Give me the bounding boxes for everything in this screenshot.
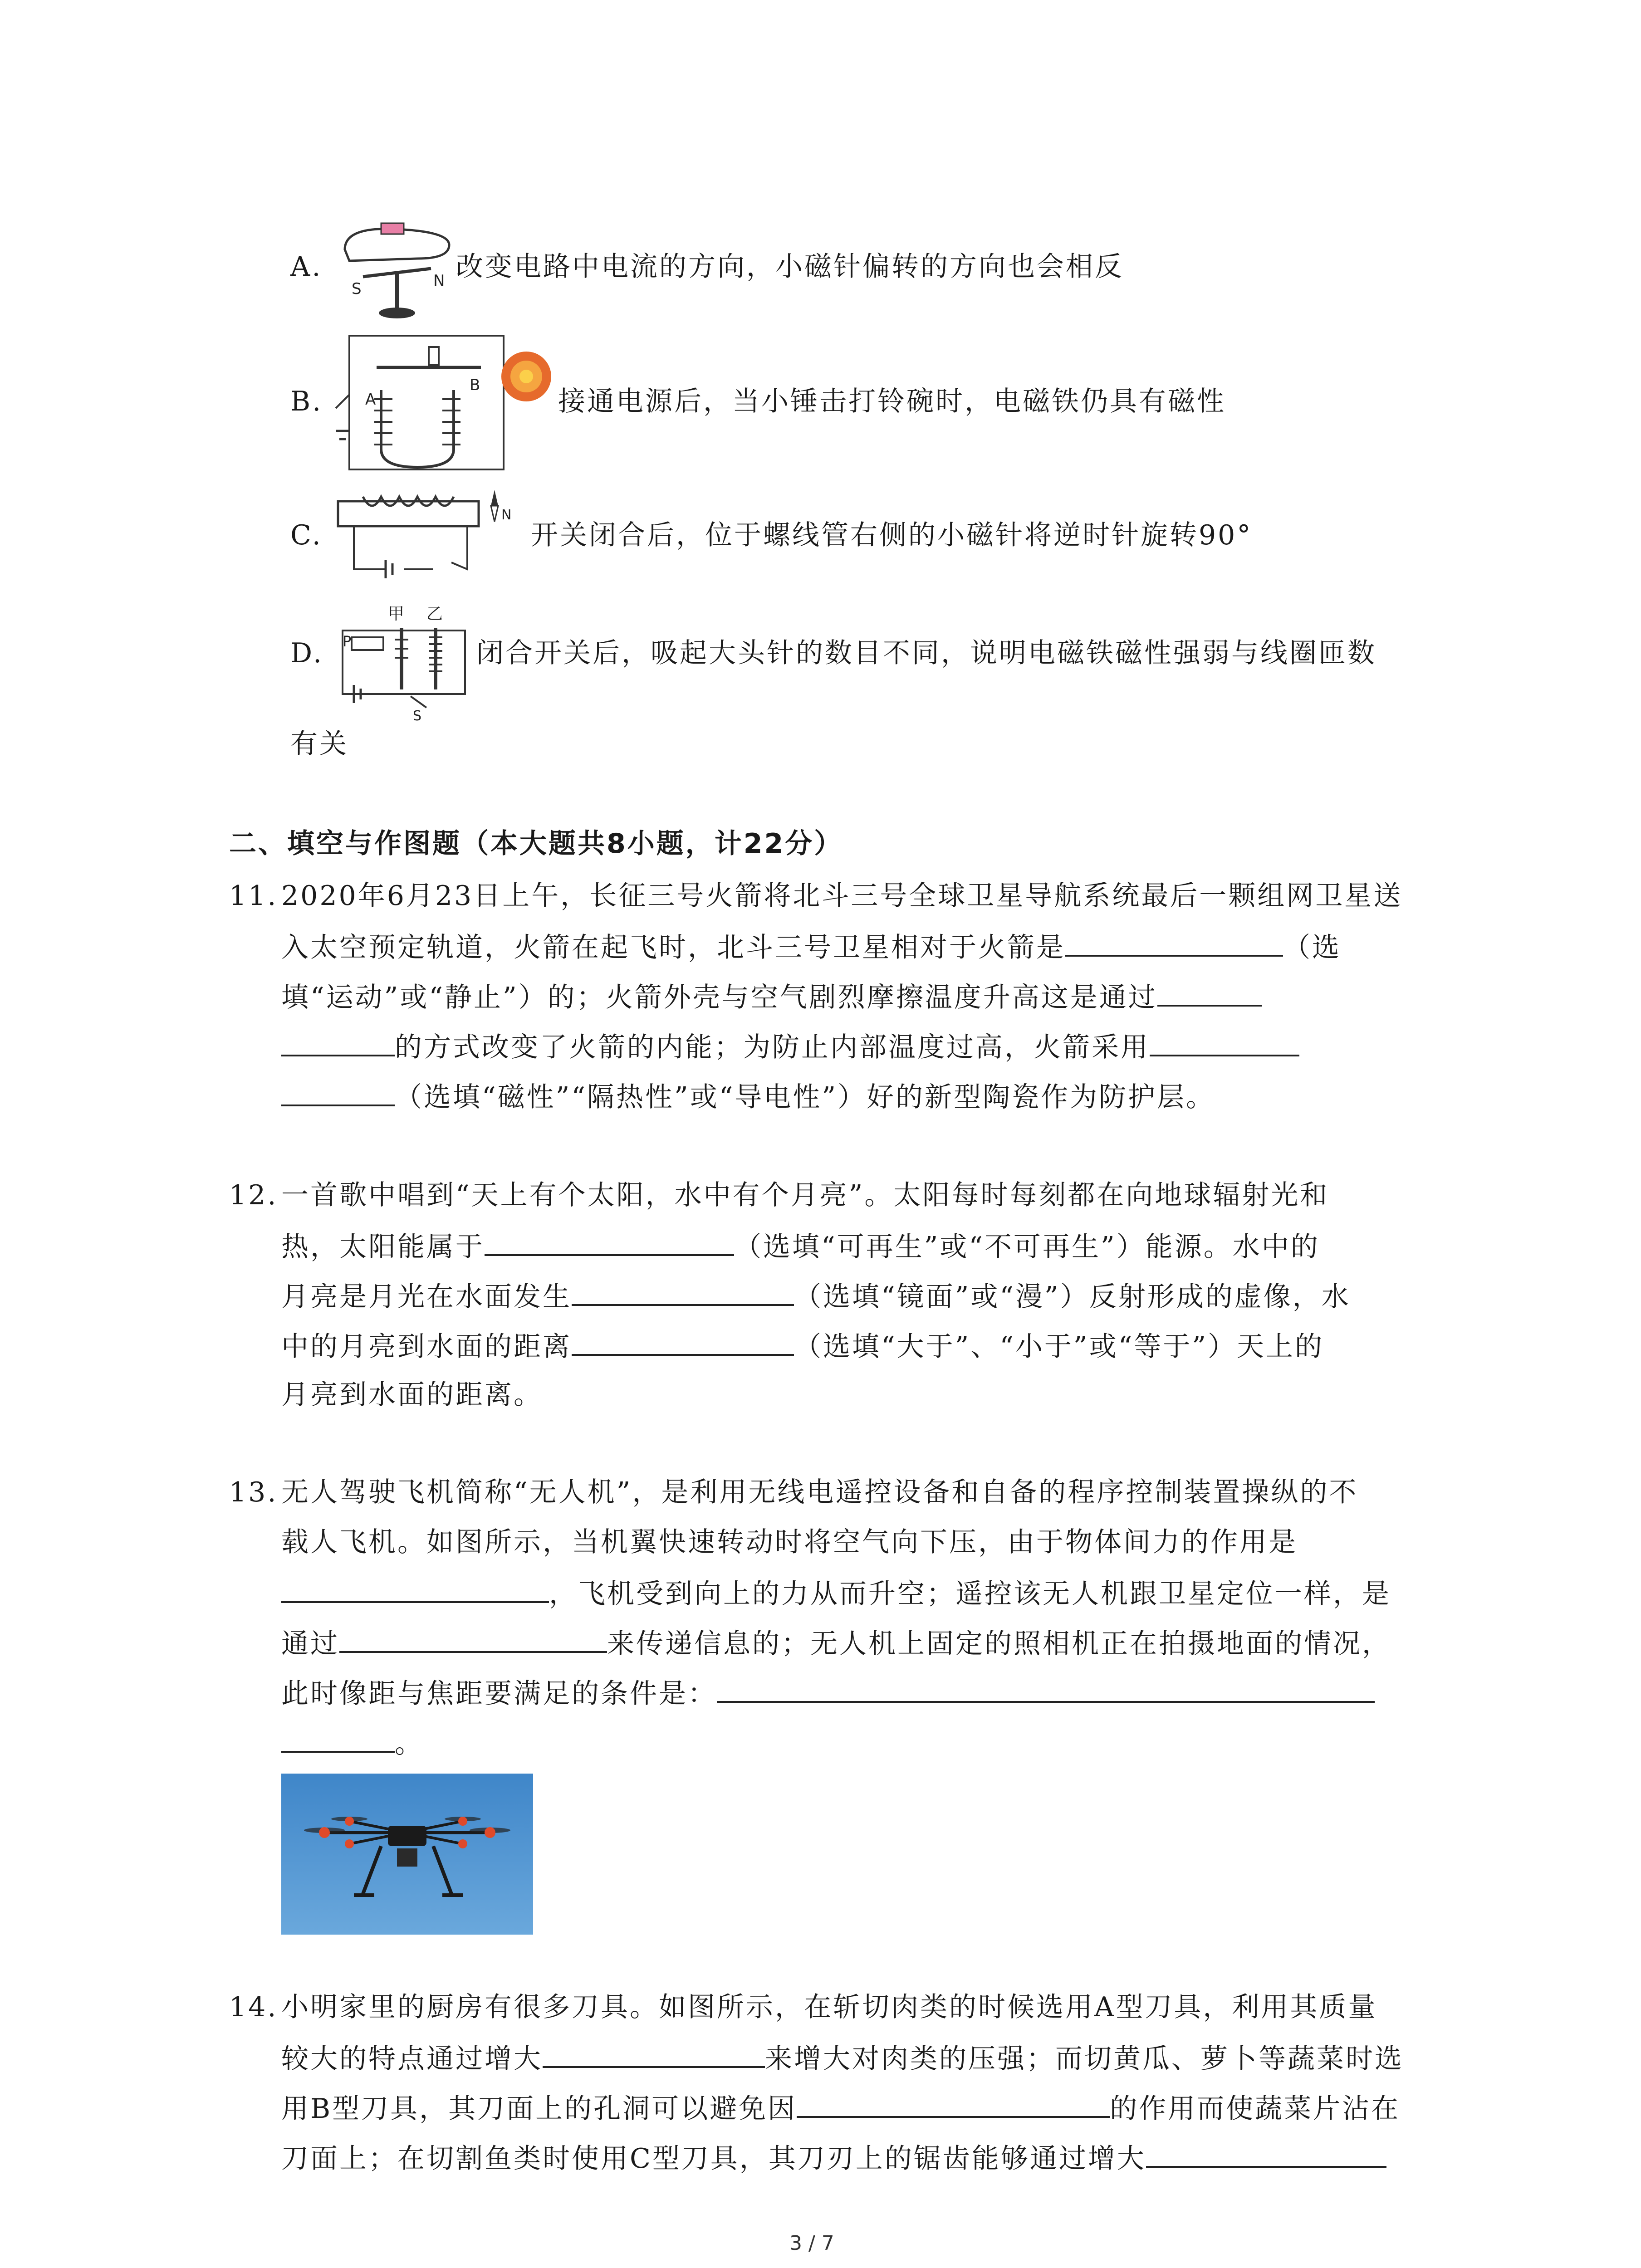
- q12-line-5: 月亮到水面的距离。: [281, 1379, 543, 1411]
- q13-line-3b: ，飞机受到向上的力从而升空；遥控该无人机跟卫星定位一样，是: [549, 1578, 1391, 1610]
- q11-line-5a: （选填“磁性”“隔热性”或“导电性”）好的新型陶瓷作为防护层。: [395, 1081, 1215, 1113]
- q11-line-1: 2020年6月23日上午，长征三号火箭将北斗三号全球卫星导航系统最后一颗组网卫星送: [281, 880, 1403, 912]
- q13-blank-3a[interactable]: [717, 1674, 1375, 1703]
- q13-line-4a: 通过: [281, 1628, 339, 1660]
- q13-blank-2[interactable]: [339, 1624, 607, 1653]
- q11-line-4: [281, 1027, 1299, 1066]
- q13-line-2: 载人飞机。如图所示，当机翼快速转动时将空气向下压，由于物体间力的作用是: [281, 1526, 1298, 1558]
- figure-d-s-label: S: [413, 708, 422, 721]
- q14-line-2b: 来增大对肉类的压强；而切黄瓜、萝卜等蔬菜时选: [765, 2043, 1404, 2075]
- figure-a-n-label: N: [433, 272, 445, 290]
- option-d-text-cont: 有关: [290, 728, 348, 760]
- q12-line-3b: （选填“镜面”或“漫”）反射形成的虚像，水: [794, 1281, 1351, 1313]
- q12-line-3a: 月亮是月光在水面发生: [281, 1281, 572, 1313]
- q11-blank-1[interactable]: [1065, 928, 1283, 957]
- option-b-label: B.: [290, 386, 323, 417]
- q13-line-6: [281, 1724, 424, 1762]
- q13-line-6b: 。: [395, 1728, 424, 1760]
- q14-number: 14.: [229, 1991, 278, 2023]
- q12-line-4b: （选填“大于”、“小于”或“等于”）天上的: [794, 1331, 1324, 1363]
- q14-line-4: [281, 2139, 1386, 2177]
- q11-line-2: [281, 928, 1341, 966]
- q13-line-3: [281, 1574, 1391, 1612]
- figure-d-jia-label: 甲: [388, 605, 405, 623]
- q12-line-1: 一首歌中唱到“天上有个太阳，水中有个月亮”。太阳每时每刻都在向地球辐射光和: [281, 1179, 1329, 1211]
- q13-line-4: [281, 1624, 1391, 1662]
- drone-photo: [281, 1774, 533, 1935]
- figure-d-p-label: P: [343, 633, 352, 650]
- q11-number: 11.: [229, 880, 278, 912]
- q14-blank-2[interactable]: [797, 2089, 1110, 2118]
- q14-line-3b: 的作用而使蔬菜片沾在: [1110, 2093, 1401, 2125]
- q14-blank-1[interactable]: [543, 2039, 765, 2068]
- q11-line-3: [281, 978, 1262, 1016]
- q11-line-2b: （选: [1283, 932, 1341, 963]
- q13-number: 13.: [229, 1476, 278, 1508]
- option-b-figure: [331, 327, 558, 476]
- q11-blank-3a[interactable]: [1150, 1027, 1299, 1056]
- option-d-text: 闭合开关后，吸起大头针的数目不同，说明电磁铁磁性强弱与线圈匝数: [476, 637, 1376, 669]
- figure-b-a-label: A: [365, 391, 376, 409]
- q13-blank-1[interactable]: [281, 1574, 549, 1603]
- q11-line-4a: 的方式改变了火箭的内能；为防止内部温度过高，火箭采用: [395, 1031, 1150, 1063]
- page-number: 3 / 7: [789, 2232, 834, 2255]
- q14-line-3a: 用B型刀具，其刀面上的孔洞可以避免因: [281, 2093, 797, 2125]
- option-c-text: 开关闭合后，位于螺线管右侧的小磁针将逆时针旋转90°: [531, 519, 1253, 551]
- figure-d-yi-label: 乙: [426, 605, 443, 623]
- option-b-text: 接通电源后，当小锤击打铃碗时，电磁铁仍具有磁性: [558, 386, 1226, 417]
- option-c-label: C.: [290, 519, 323, 551]
- figure-b-b-label: B: [470, 376, 480, 394]
- option-d-figure: [333, 599, 479, 721]
- q12-blank-2[interactable]: [572, 1277, 794, 1306]
- q12-number: 12.: [229, 1179, 278, 1211]
- option-c-figure: [336, 485, 531, 590]
- q11-blank-2b[interactable]: [281, 1027, 395, 1056]
- q14-line-3: [281, 2089, 1400, 2127]
- q13-line-1: 无人驾驶飞机简称“无人机”，是利用无线电遥控设备和自备的程序控制装置操纵的不: [281, 1476, 1358, 1508]
- q11-line-2a: 入太空预定轨道，火箭在起飞时，北斗三号卫星相对于火箭是: [281, 932, 1065, 963]
- q13-line-4b: 来传递信息的；无人机上固定的照相机正在拍摄地面的情况，: [607, 1628, 1391, 1660]
- section-2-title: 二、填空与作图题（本大题共8小题，计22分）: [229, 828, 843, 860]
- q11-line-3a: 填“运动”或“静止”）的；火箭外壳与空气剧烈摩擦温度升高这是通过: [281, 982, 1157, 1013]
- q11-blank-3b[interactable]: [281, 1077, 395, 1106]
- q12-blank-1[interactable]: [485, 1227, 734, 1256]
- q14-line-2a: 较大的特点通过增大: [281, 2043, 543, 2075]
- q12-line-4a: 中的月亮到水面的距离: [281, 1331, 572, 1363]
- option-a-figure: [336, 218, 458, 322]
- q14-line-4a: 刀面上；在切割鱼类时使用C型刀具，其刀刃上的锯齿能够通过增大: [281, 2143, 1146, 2175]
- figure-a-s-label: S: [352, 280, 362, 298]
- option-a: [290, 249, 322, 285]
- q12-line-3: [281, 1277, 1351, 1315]
- q12-line-2b: （选填“可再生”或“不可再生”）能源。水中的: [734, 1231, 1320, 1263]
- option-a-text: 改变电路中电流的方向，小磁针偏转的方向也会相反: [456, 251, 1124, 283]
- q12-blank-3[interactable]: [572, 1327, 794, 1356]
- q13-line-5a: 此时像距与焦距要满足的条件是：: [281, 1678, 717, 1710]
- q14-line-1: 小明家里的厨房有很多刀具。如图所示，在斩切肉类的时候选用A型刀具，利用其质量: [281, 1991, 1377, 2023]
- q14-line-2: [281, 2039, 1404, 2077]
- q11-line-5: [281, 1077, 1215, 1115]
- q14-blank-3[interactable]: [1146, 2139, 1386, 2168]
- option-a-label: A.: [290, 251, 323, 283]
- q13-blank-3b[interactable]: [281, 1724, 395, 1753]
- q12-line-4: [281, 1327, 1324, 1365]
- option-d-label: D.: [290, 637, 324, 669]
- figure-c-n-label: N: [501, 507, 512, 523]
- q12-line-2a: 热，太阳能属于: [281, 1231, 485, 1263]
- q11-blank-2a[interactable]: [1157, 978, 1262, 1007]
- q13-line-5: [281, 1674, 1375, 1712]
- q12-line-2: [281, 1227, 1320, 1265]
